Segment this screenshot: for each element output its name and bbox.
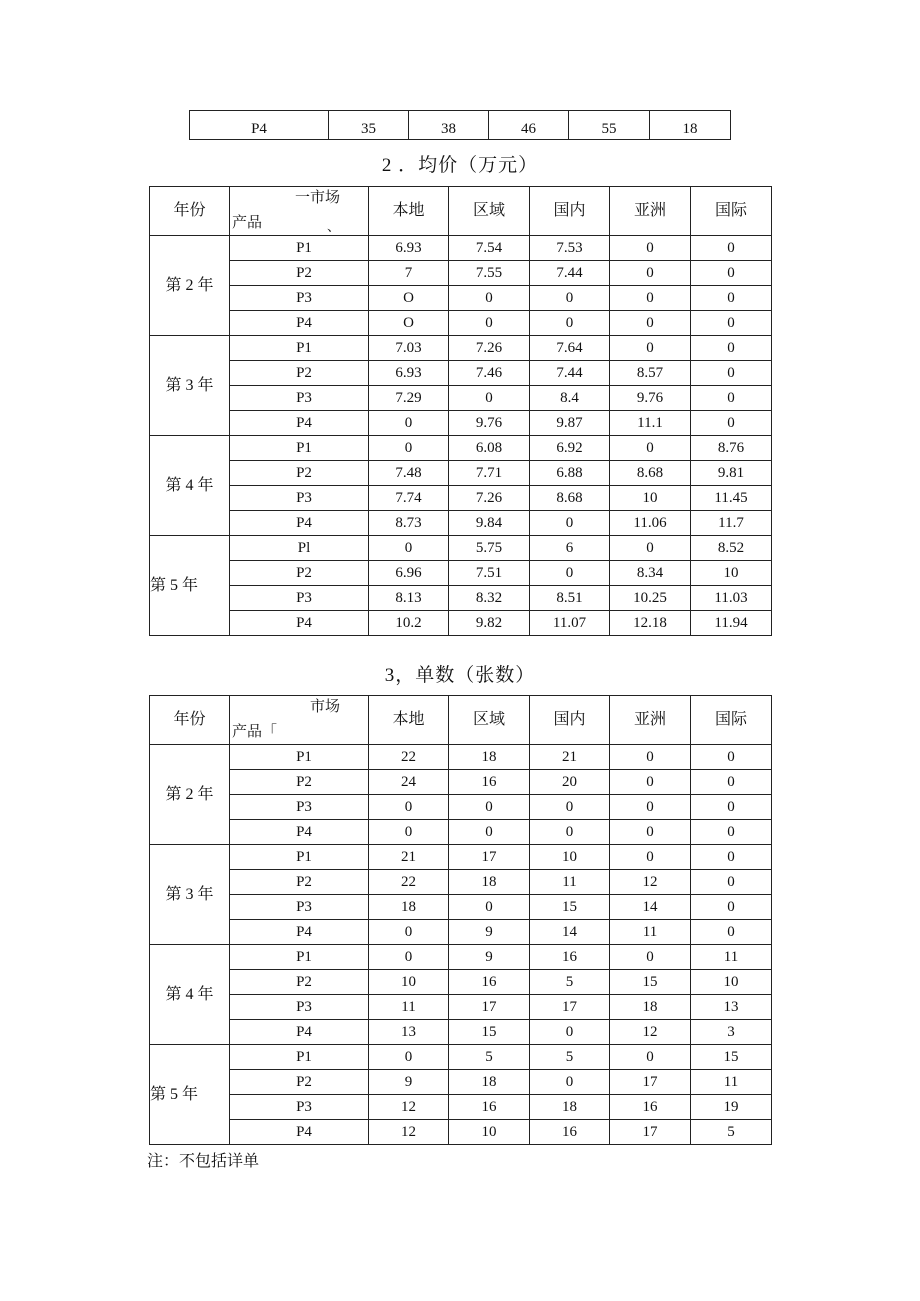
product-label: 产品「 [232, 724, 278, 740]
value-cell: 5 [530, 970, 610, 995]
product-cell: P2 [230, 970, 369, 995]
value-cell: 0 [369, 945, 449, 970]
table-row [150, 261, 772, 286]
value-cell: 18 [449, 1070, 530, 1095]
value-cell: 15 [449, 1020, 530, 1045]
value-cell: 9.84 [449, 511, 530, 536]
value-cell: 9 [449, 945, 530, 970]
value-cell: 9.87 [530, 411, 610, 436]
value-cell: 3 [691, 1020, 772, 1045]
value-cell: 5.75 [449, 536, 530, 561]
value-cell: 0 [691, 770, 772, 795]
value-cell: 0 [610, 436, 691, 461]
col-header: 国际 [691, 696, 772, 745]
value-cell: 0 [691, 386, 772, 411]
product-cell: P1 [230, 336, 369, 361]
value-cell: O [369, 286, 449, 311]
value-cell: 19 [691, 1095, 772, 1120]
table-row [150, 945, 772, 970]
product-cell: P4 [230, 820, 369, 845]
value-cell: 0 [610, 745, 691, 770]
value-cell: 9 [449, 920, 530, 945]
value-cell: 0 [530, 820, 610, 845]
year-header: 年份 [150, 696, 230, 745]
value-cell: 0 [369, 1045, 449, 1070]
product-cell: P3 [230, 895, 369, 920]
value-cell: 16 [449, 970, 530, 995]
value-cell: 0 [610, 820, 691, 845]
value-cell: 7.55 [449, 261, 530, 286]
table-row [150, 1120, 772, 1145]
value-cell: 20 [530, 770, 610, 795]
value-cell: 11.1 [610, 411, 691, 436]
product-label: 产品 [232, 215, 263, 231]
value-cell: 7 [369, 261, 449, 286]
value-cell: 6.88 [530, 461, 610, 486]
table-row [150, 970, 772, 995]
product-cell: P2 [230, 770, 369, 795]
table-row [150, 1095, 772, 1120]
value-cell: 12 [610, 1020, 691, 1045]
col-header: 国内 [530, 187, 610, 236]
value-cell: 5 [691, 1120, 772, 1145]
value-cell: 0 [610, 311, 691, 336]
value-cell: 11.03 [691, 586, 772, 611]
table-row [150, 1070, 772, 1095]
table-row [150, 536, 772, 561]
product-cell: P4 [190, 111, 329, 140]
product-cell: P3 [230, 1095, 369, 1120]
value-cell: 0 [610, 286, 691, 311]
value-cell: 11.07 [530, 611, 610, 636]
value-cell: 6 [530, 536, 610, 561]
product-cell: P4 [230, 611, 369, 636]
value-cell: 11 [530, 870, 610, 895]
value-cell: 7.03 [369, 336, 449, 361]
value-cell: 8.76 [691, 436, 772, 461]
value-cell: 0 [610, 336, 691, 361]
table-row [150, 311, 772, 336]
value-cell: 14 [610, 895, 691, 920]
col-header: 亚洲 [610, 187, 691, 236]
table-row [150, 361, 772, 386]
table-row [150, 895, 772, 920]
year-cell: 第 5 年 [150, 536, 230, 636]
table-row [150, 461, 772, 486]
top-partial-table [189, 110, 731, 140]
value-cell: 0 [530, 511, 610, 536]
product-cell: P2 [230, 361, 369, 386]
value-cell: 12 [369, 1095, 449, 1120]
value-cell: 21 [369, 845, 449, 870]
value-cell: 11 [369, 995, 449, 1020]
section-title-count: 3，单数（张数） [384, 665, 536, 686]
value-cell: 10 [610, 486, 691, 511]
corner-header [230, 187, 369, 236]
table-row [150, 795, 772, 820]
value-cell: 8.52 [691, 536, 772, 561]
value-cell: 9 [369, 1070, 449, 1095]
product-cell: P4 [230, 411, 369, 436]
value-cell: 0 [691, 411, 772, 436]
value-cell: 0 [691, 311, 772, 336]
value-cell: 22 [369, 870, 449, 895]
value-cell: 0 [530, 1020, 610, 1045]
value-cell: 6.96 [369, 561, 449, 586]
value-cell: 10.2 [369, 611, 449, 636]
value-cell: 0 [369, 436, 449, 461]
value-cell: 15 [610, 970, 691, 995]
table-row [150, 1045, 772, 1070]
table-row [150, 486, 772, 511]
value-cell: 0 [369, 920, 449, 945]
value-cell: 7.29 [369, 386, 449, 411]
year-cell: 第 2 年 [150, 236, 230, 336]
table-row [150, 820, 772, 845]
value-cell: 0 [691, 795, 772, 820]
value-cell: 22 [369, 745, 449, 770]
value-cell: 0 [449, 895, 530, 920]
market-label: 一市场 [294, 190, 340, 206]
value-cell: 11.06 [610, 511, 691, 536]
value-cell: 17 [449, 995, 530, 1020]
product-cell: P4 [230, 1120, 369, 1145]
value-cell: 11 [610, 920, 691, 945]
value-cell: 8.4 [530, 386, 610, 411]
value-cell: 0 [691, 236, 772, 261]
value-cell: 0 [369, 820, 449, 845]
product-cell: P4 [230, 511, 369, 536]
value-cell: 15 [691, 1045, 772, 1070]
table-row [150, 411, 772, 436]
value-cell: 13 [691, 995, 772, 1020]
value-cell: 9.76 [610, 386, 691, 411]
value-cell: 7.44 [530, 361, 610, 386]
value-cell: 0 [691, 845, 772, 870]
table-row [150, 586, 772, 611]
table-row [150, 870, 772, 895]
value-cell: 0 [691, 920, 772, 945]
product-cell: P3 [230, 486, 369, 511]
product-cell: Pl [230, 536, 369, 561]
product-cell: P3 [230, 386, 369, 411]
value-cell: 0 [610, 261, 691, 286]
table-row [150, 236, 772, 261]
value-cell: 11 [691, 945, 772, 970]
value-cell: 12 [610, 870, 691, 895]
value-cell: 0 [610, 536, 691, 561]
table-row [150, 436, 772, 461]
header-row [150, 696, 772, 745]
col-header: 区域 [449, 696, 530, 745]
corner-header [230, 696, 369, 745]
value-cell: 0 [530, 1070, 610, 1095]
product-cell: P2 [230, 261, 369, 286]
value-cell: 7.64 [530, 336, 610, 361]
table-row [150, 770, 772, 795]
product-cell: P2 [230, 870, 369, 895]
value-cell: 0 [691, 286, 772, 311]
value-cell: 10 [369, 970, 449, 995]
value-cell: 17 [449, 845, 530, 870]
value-cell: 8.51 [530, 586, 610, 611]
value-cell: 13 [369, 1020, 449, 1045]
value-cell: O [369, 311, 449, 336]
value-cell: 7.54 [449, 236, 530, 261]
value-cell: 7.51 [449, 561, 530, 586]
value-cell: 9.76 [449, 411, 530, 436]
year-cell: 第 3 年 [150, 336, 230, 436]
product-cell: P4 [230, 1020, 369, 1045]
value-cell: 0 [449, 311, 530, 336]
value-cell: 24 [369, 770, 449, 795]
year-cell: 第 3 年 [150, 845, 230, 945]
value-cell: 21 [530, 745, 610, 770]
value-cell: 0 [530, 795, 610, 820]
value-cell: 17 [610, 1120, 691, 1145]
value-cell: 0 [610, 795, 691, 820]
table-row [150, 336, 772, 361]
value-cell: 10 [530, 845, 610, 870]
value-cell: 0 [449, 820, 530, 845]
value-cell: 0 [369, 411, 449, 436]
value-cell: 7.44 [530, 261, 610, 286]
value-cell: 18 [449, 870, 530, 895]
product-cell: P1 [230, 845, 369, 870]
value-cell: 8.34 [610, 561, 691, 586]
value-cell: 0 [691, 745, 772, 770]
value-cell: 0 [691, 261, 772, 286]
col-header: 本地 [369, 696, 449, 745]
product-cell: P1 [230, 436, 369, 461]
product-cell: P1 [230, 745, 369, 770]
value-cell: 14 [530, 920, 610, 945]
table-row [150, 995, 772, 1020]
table-row [150, 386, 772, 411]
value-cell: 8.68 [610, 461, 691, 486]
value-cell: 0 [691, 820, 772, 845]
product-cell: P3 [230, 286, 369, 311]
value-cell: 18 [530, 1095, 610, 1120]
value-cell: 16 [530, 945, 610, 970]
value-cell: 0 [691, 895, 772, 920]
table-row [150, 561, 772, 586]
footnote: 注：不包括详单 [147, 1153, 260, 1170]
year-header: 年份 [150, 187, 230, 236]
value-cell: 7.74 [369, 486, 449, 511]
table-row [150, 920, 772, 945]
value-cell: 18 [650, 111, 731, 140]
table-row [150, 1020, 772, 1045]
table-row [150, 745, 772, 770]
value-cell: 9.82 [449, 611, 530, 636]
count-table [149, 695, 772, 1145]
col-header: 本地 [369, 187, 449, 236]
value-cell: 0 [449, 795, 530, 820]
value-cell: 11 [691, 1070, 772, 1095]
value-cell: 0 [610, 236, 691, 261]
value-cell: 11.94 [691, 611, 772, 636]
value-cell: 11.7 [691, 511, 772, 536]
value-cell: 18 [610, 995, 691, 1020]
value-cell: 7.53 [530, 236, 610, 261]
value-cell: 38 [409, 111, 489, 140]
value-cell: 10 [449, 1120, 530, 1145]
value-cell: 6.92 [530, 436, 610, 461]
value-cell: 0 [691, 336, 772, 361]
value-cell: 7.46 [449, 361, 530, 386]
value-cell: 0 [369, 795, 449, 820]
product-cell: P2 [230, 561, 369, 586]
value-cell: 7.71 [449, 461, 530, 486]
value-cell: 0 [369, 536, 449, 561]
price-table [149, 186, 772, 636]
value-cell: 6.93 [369, 361, 449, 386]
col-header: 区域 [449, 187, 530, 236]
value-cell: 0 [691, 361, 772, 386]
value-cell: 0 [449, 286, 530, 311]
market-label: 市场 [309, 699, 340, 715]
value-cell: 16 [449, 770, 530, 795]
value-cell: 5 [530, 1045, 610, 1070]
value-cell: 16 [610, 1095, 691, 1120]
value-cell: 10 [691, 970, 772, 995]
product-cell: P1 [230, 236, 369, 261]
value-cell: 7.26 [449, 486, 530, 511]
value-cell: 15 [530, 895, 610, 920]
product-cell: P2 [230, 461, 369, 486]
value-cell: 55 [569, 111, 650, 140]
section-title-price: 2 ．均价（万元） [381, 155, 539, 176]
table-row [190, 111, 731, 140]
table-row [150, 286, 772, 311]
year-cell: 第 4 年 [150, 436, 230, 536]
value-cell: 8.32 [449, 586, 530, 611]
table-row [150, 511, 772, 536]
value-cell: 0 [691, 870, 772, 895]
year-cell: 第 2 年 [150, 745, 230, 845]
product-cell: P3 [230, 995, 369, 1020]
product-cell: P2 [230, 1070, 369, 1095]
value-cell: 46 [489, 111, 569, 140]
value-cell: 8.57 [610, 361, 691, 386]
value-cell: 0 [610, 1045, 691, 1070]
product-cell: P3 [230, 795, 369, 820]
value-cell: 16 [530, 1120, 610, 1145]
value-cell: 7.26 [449, 336, 530, 361]
product-cell: P4 [230, 311, 369, 336]
value-cell: 0 [530, 561, 610, 586]
value-cell: 8.13 [369, 586, 449, 611]
value-cell: 8.73 [369, 511, 449, 536]
value-cell: 6.08 [449, 436, 530, 461]
value-cell: 0 [610, 770, 691, 795]
value-cell: 5 [449, 1045, 530, 1070]
value-cell: 0 [449, 386, 530, 411]
value-cell: 6.93 [369, 236, 449, 261]
table-row [150, 845, 772, 870]
value-cell: 7.48 [369, 461, 449, 486]
value-cell: 17 [530, 995, 610, 1020]
col-header: 亚洲 [610, 696, 691, 745]
value-cell: 35 [329, 111, 409, 140]
product-cell: P3 [230, 586, 369, 611]
product-cell: P4 [230, 920, 369, 945]
value-cell: 12 [369, 1120, 449, 1145]
value-cell: 16 [449, 1095, 530, 1120]
table-row [150, 611, 772, 636]
corner-mark: 、 [326, 219, 340, 234]
value-cell: 0 [530, 311, 610, 336]
value-cell: 12.18 [610, 611, 691, 636]
year-cell: 第 4 年 [150, 945, 230, 1045]
value-cell: 8.68 [530, 486, 610, 511]
product-cell: P1 [230, 945, 369, 970]
year-cell: 第 5 年 [150, 1045, 230, 1145]
col-header: 国内 [530, 696, 610, 745]
value-cell: 9.81 [691, 461, 772, 486]
value-cell: 0 [610, 845, 691, 870]
col-header: 国际 [691, 187, 772, 236]
value-cell: 18 [449, 745, 530, 770]
value-cell: 17 [610, 1070, 691, 1095]
value-cell: 10.25 [610, 586, 691, 611]
value-cell: 11.45 [691, 486, 772, 511]
value-cell: 10 [691, 561, 772, 586]
product-cell: P1 [230, 1045, 369, 1070]
value-cell: 0 [610, 945, 691, 970]
header-row [150, 187, 772, 236]
value-cell: 0 [530, 286, 610, 311]
value-cell: 18 [369, 895, 449, 920]
